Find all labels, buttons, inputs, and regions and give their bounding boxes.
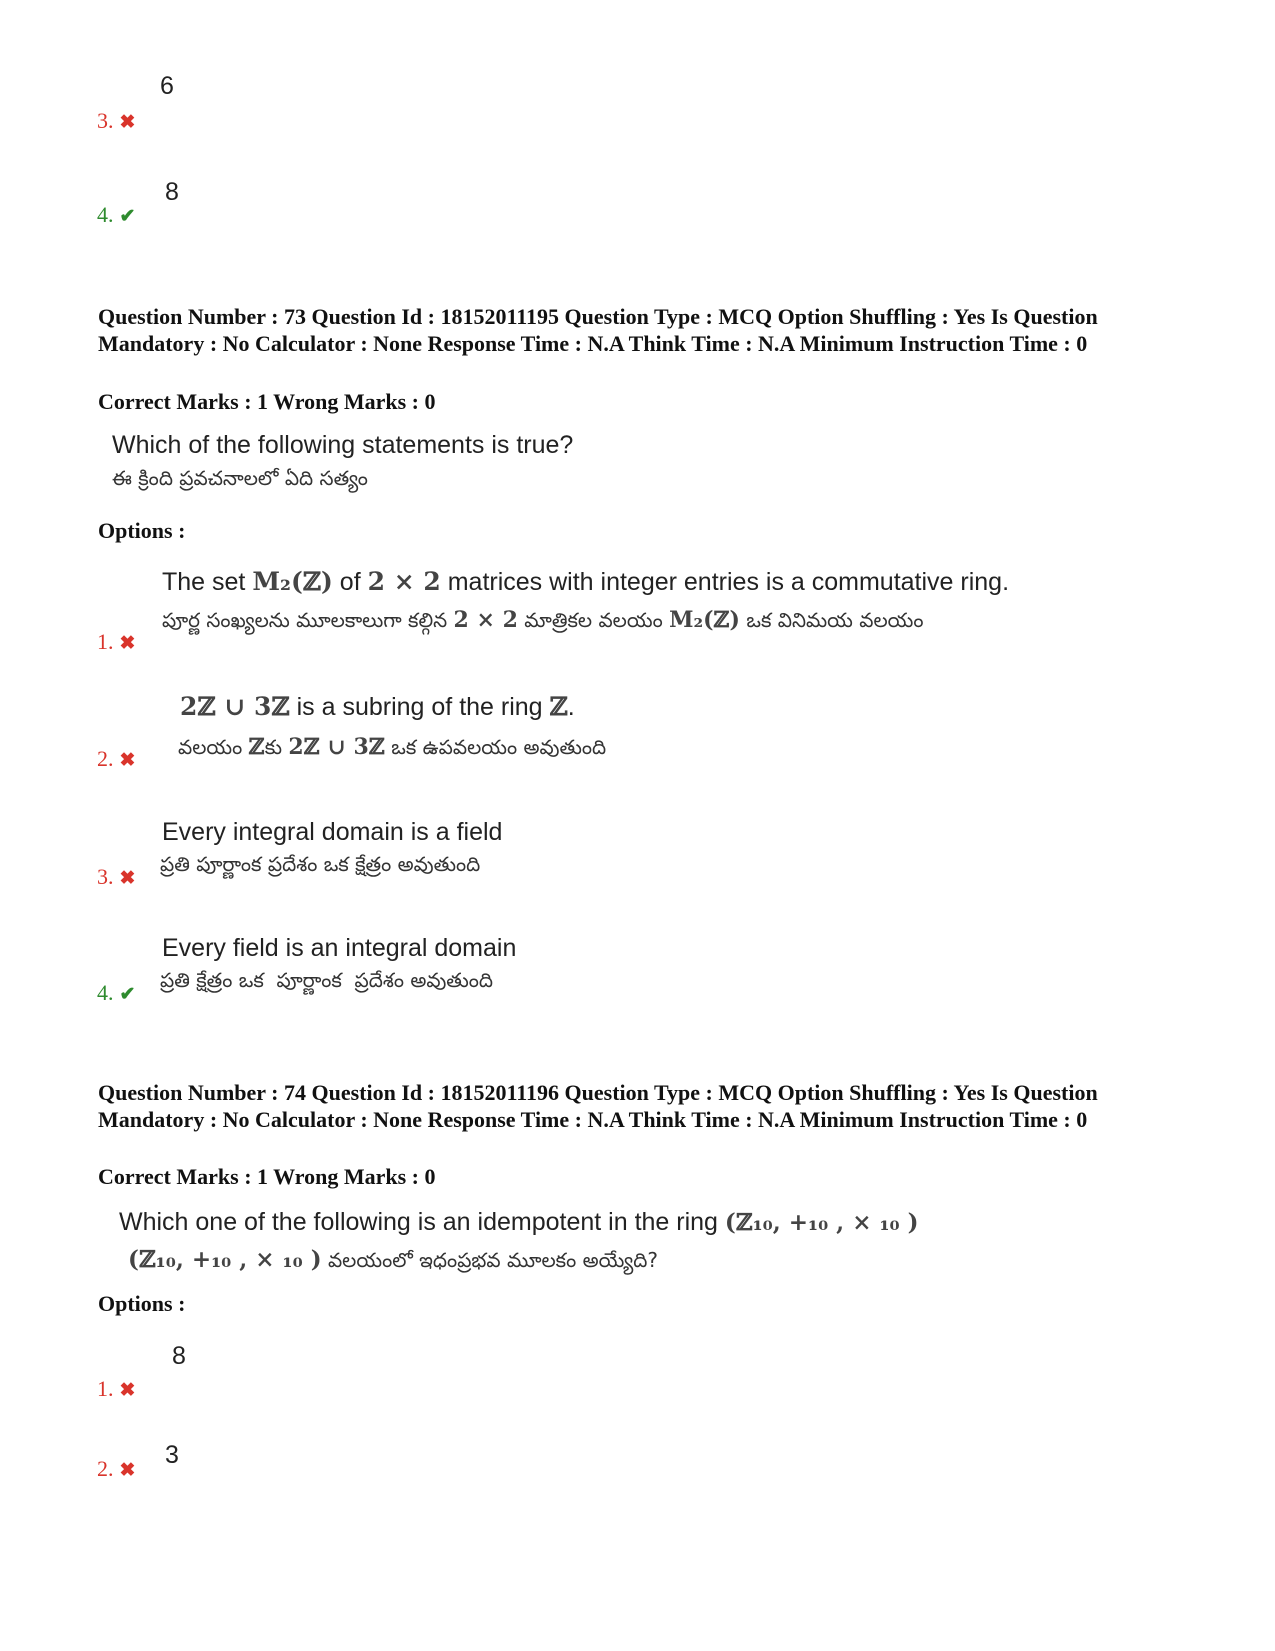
math: 2 × 2 — [453, 607, 518, 633]
option-number: 3. — [97, 864, 114, 889]
q73-option-4-text-te: ప్రతి క్షేత్రం ఒక పూర్ణాంక ప్రదేశం అవుతుంది — [160, 968, 494, 992]
q74-option-2-number — [97, 1456, 135, 1482]
text: . — [567, 693, 575, 721]
wrong-icon: ✖ — [119, 750, 136, 771]
question-74-options-label: Options : — [98, 1291, 186, 1316]
ring-notation: (ℤ₁₀, +₁₀ , × ₁₀ ) — [128, 1246, 322, 1273]
q74-option-1-number — [97, 1376, 135, 1402]
question-73-text-en: Which of the following statements is true? — [112, 431, 574, 459]
text: మాత్రికల వలయం — [517, 608, 670, 632]
q73-option-1-text-en — [162, 567, 1009, 597]
wrong-icon: ✖ — [119, 1460, 136, 1481]
q73-option-4-text-en: Every field is an integral domain — [162, 934, 517, 962]
question-73-options-label: Options : — [98, 518, 186, 543]
correct-icon: ✔ — [119, 984, 136, 1005]
text: matrices with integer entries is a commutative ring. — [440, 568, 1010, 596]
text: is a subring of the ring — [289, 693, 550, 721]
math: 2ℤ ∪ 3ℤ — [180, 692, 290, 721]
wrong-icon: ✖ — [119, 112, 136, 133]
option-number: 1. — [97, 1376, 114, 1401]
correct-icon: ✔ — [119, 206, 136, 227]
q73-option-2-text-en — [180, 692, 575, 722]
q73-option-4-number — [97, 980, 135, 1006]
math: 2 × 2 — [367, 567, 441, 596]
option-number: 3. — [97, 108, 114, 133]
q73-option-2-number — [97, 746, 135, 772]
math: ℤ — [248, 734, 265, 760]
q74-option-1-value: 8 — [172, 1342, 186, 1370]
option-number: 4. — [97, 980, 114, 1005]
wrong-icon: ✖ — [119, 633, 136, 654]
option-4-number — [97, 202, 135, 228]
q73-option-1-number — [97, 629, 135, 655]
question-74-meta: Question Number : 74 Question Id : 18152011196 Question Type : MCQ Option Shuffling : Yes Is Question Mandatory : No Calculator : None Response Time : N.A Think Time : N.A Minimum Instruction Time : 0 — [98, 1080, 1098, 1132]
text: వలయంలో ఇధంప్రభవ మూలకం అయ్యేది? — [321, 1248, 659, 1272]
q73-option-1-text-te — [162, 607, 924, 637]
math: M₂(ℤ) — [669, 607, 740, 633]
option-3-number — [97, 108, 135, 134]
option-number: 1. — [97, 629, 114, 654]
math: 2ℤ ∪ 3ℤ — [288, 734, 385, 760]
q73-option-2-text-te — [178, 734, 606, 764]
q74-option-2-value: 3 — [165, 1441, 179, 1469]
option-4-value: 8 — [165, 178, 179, 206]
math: M₂(ℤ) — [252, 567, 333, 596]
text: Which one of the following is an idempotent in the ring — [119, 1208, 725, 1236]
text: కు — [264, 735, 289, 759]
q73-option-3-text-en: Every integral domain is a field — [162, 818, 503, 846]
question-73-marks: Correct Marks : 1 Wrong Marks : 0 — [98, 389, 436, 414]
text: ఒక ఉపవలయం అవుతుంది — [384, 735, 607, 759]
option-number: 2. — [97, 1456, 114, 1481]
q73-option-3-text-te: ప్రతి పూర్ణాంక ప్రదేశం ఒక క్షేత్రం అవుతుంది — [160, 852, 481, 876]
text: పూర్ణ సంఖ్యలను మూలకాలుగా కల్గిన — [162, 608, 454, 632]
question-73-meta: Question Number : 73 Question Id : 18152011195 Question Type : MCQ Option Shuffling : Yes Is Question Mandatory : No Calculator : None Response Time : N.A Think Time : N.A Minimum Instruction Time : 0 — [98, 304, 1098, 356]
text: The set — [162, 568, 253, 596]
ring-notation: (ℤ₁₀, +₁₀ , × ₁₀ ) — [724, 1209, 919, 1236]
wrong-icon: ✖ — [119, 1380, 136, 1401]
wrong-icon: ✖ — [119, 868, 136, 889]
text: వలయం — [178, 735, 249, 759]
question-73-text-te: ఈ క్రింది ప్రవచనాలలో ఏది సత్యం — [112, 466, 368, 490]
text: ఒక వినిమయ వలయం — [739, 608, 924, 632]
text: of — [332, 568, 368, 596]
option-number: 4. — [97, 202, 114, 227]
math: ℤ — [549, 692, 568, 721]
question-74-text-te — [128, 1246, 658, 1277]
question-74-text-en — [119, 1208, 919, 1237]
option-3-value: 6 — [160, 72, 174, 100]
q73-option-3-number — [97, 864, 135, 890]
option-number: 2. — [97, 746, 114, 771]
question-74-marks: Correct Marks : 1 Wrong Marks : 0 — [98, 1164, 436, 1189]
